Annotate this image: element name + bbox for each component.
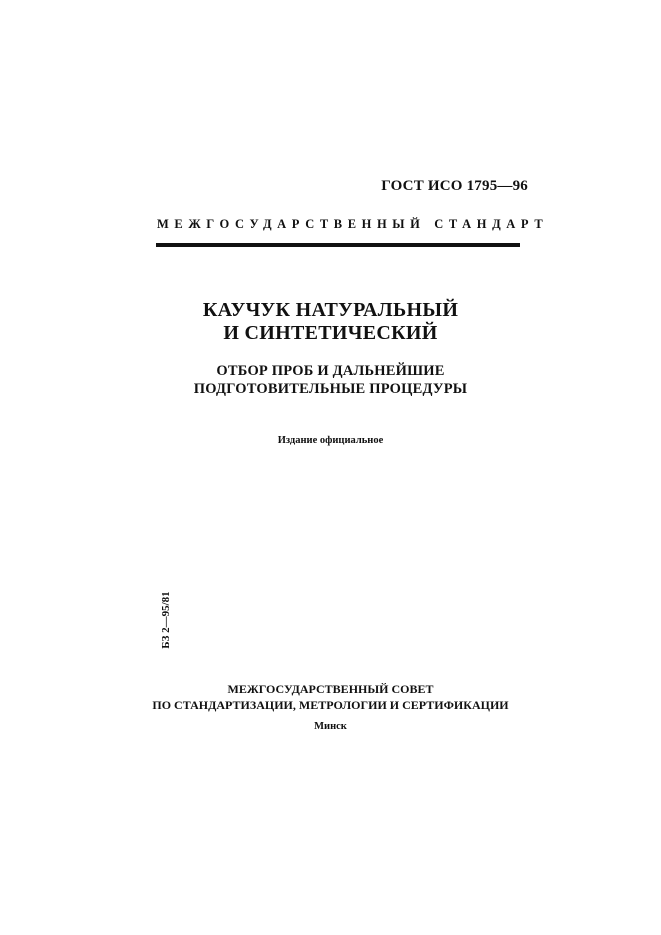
- subtitle-line-1: ОТБОР ПРОБ И ДАЛЬНЕЙШИЕ: [216, 363, 445, 379]
- title-line-1: КАУЧУК НАТУРАЛЬНЫЙ: [202, 299, 459, 321]
- edition-label: Издание официальное: [277, 435, 384, 446]
- publisher-block: [0, 681, 661, 713]
- document-number: ГОСТ ИСО 1795—96: [381, 178, 528, 194]
- document-subtitle: [0, 362, 661, 398]
- publisher-line-1: МЕЖГОСУДАРСТВЕННЫЙ СОВЕТ: [227, 682, 434, 696]
- header-rule-divider: [156, 243, 520, 247]
- document-title: [0, 299, 661, 345]
- standard-type-heading: МЕЖГОСУДАРСТВЕННЫЙ СТАНДАРТ: [157, 217, 549, 231]
- subtitle-line-2: ПОДГОТОВИТЕЛЬНЫЕ ПРОЦЕДУРЫ: [193, 381, 468, 397]
- publication-city: Минск: [314, 721, 347, 732]
- side-catalog-code: БЗ 2—95/81: [160, 591, 172, 649]
- publisher-line-2: ПО СТАНДАРТИЗАЦИИ, МЕТРОЛОГИИ И СЕРТИФИКАЦИИ: [152, 698, 509, 712]
- title-line-2: И СИНТЕТИЧЕСКИЙ: [223, 322, 438, 344]
